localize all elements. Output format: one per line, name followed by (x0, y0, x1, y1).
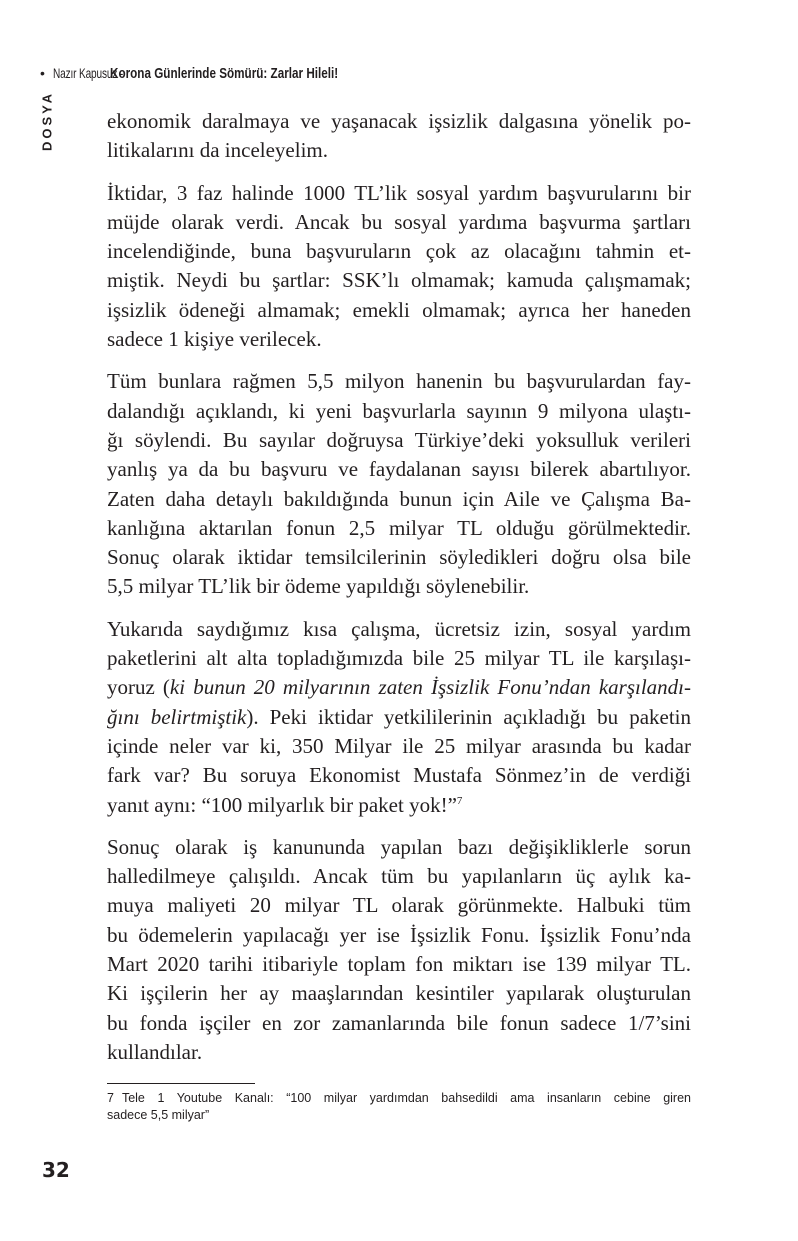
header-author: Nazır Kapusuz - (52, 65, 124, 81)
text-run: yanıt aynı: “100 milyarlık bir paket yok!” (107, 792, 457, 817)
text-line: Yukarıda saydığımız kısa çalışma, ücretsiz izin, sosyal yardım (107, 616, 691, 641)
footnote-reference[interactable]: 7 (456, 794, 463, 807)
text-line: içinde neler var ki, 350 Milyar ile 25 milyar arasında bu kadar (107, 733, 691, 758)
text-run: yoruz ( (107, 675, 170, 700)
footnote-number: 7 (107, 1091, 114, 1105)
text-line: Ki işçilerin her ay maaşlarından kesintiler yapılarak oluşturulan (107, 981, 691, 1006)
text-line: Mart 2020 tarihi itibariyle toplam fon miktarı ise 139 milyar TL. (107, 952, 691, 977)
text-line: işsizlik ödeneği almamak; emekli olmamak; ayrıca her haneden (107, 297, 691, 322)
text-line (107, 791, 691, 820)
text-line: bu ödemelerin yapılacağı yer ise İşsizlik Fonu. İşsizlik Fonu’nda (107, 922, 691, 947)
paragraph-2 (107, 179, 691, 355)
text-line: yanlış ya da bu başvuru ve faydalanan sayısı bilerek abartılıyor. (107, 457, 691, 482)
text-line: kanlığına aktarılan fonun 2,5 milyar TL olduğu görülmektedir. (107, 515, 691, 540)
text-line: fark var? Bu soruya Ekonomist Mustafa Sönmez’in de verdiği (107, 763, 691, 788)
footnote (107, 1090, 691, 1124)
text-line: ğı söylendi. Bu sayılar doğruysa Türkiye’deki yoksulluk verileri (107, 427, 691, 452)
text-line: incelendiğinde, buna başvuruların çok az olacağını tahmin et- (107, 239, 691, 264)
text-line: Sonuç olarak iktidar temsilcilerinin söyledikleri doğru olsa bile (107, 545, 691, 570)
text-line: paketlerini alt alta topladığımızda bile 25 milyar TL ile karşılaşı- (107, 646, 691, 671)
text-line (107, 703, 691, 732)
text-line: kullandılar. (107, 1039, 203, 1064)
text-line: litikalarını da inceleyelim. (107, 138, 329, 163)
text-line: müjde olarak verdi. Ancak bu sosyal yardıma başvurma şartları (107, 209, 691, 234)
text-line: miştik. Neydi bu şartlar: SSK’lı olmamak; kamuda çalışmamak; (107, 268, 691, 293)
bullet-icon: • (40, 65, 45, 81)
text-line: dalandığı açıklandı, ki yeni başvurlarla sayının 9 milyona ulaştı- (107, 398, 691, 423)
italic-text: ki bunun 20 milyarının zaten İşsizlik Fonu’ndan karşılandı- (169, 675, 691, 700)
paragraph-3 (107, 367, 691, 601)
body-text (107, 107, 691, 1080)
text-line: Tüm bunlara rağmen 5,5 milyon hanenin bu başvurulardan fay- (107, 369, 691, 394)
italic-text: ğını belirtmiştik (107, 704, 247, 729)
text-line: Sonuç olarak iş kanununda yapılan bazı değişikliklerle sorun (107, 834, 691, 859)
text-line: İktidar, 3 faz halinde 1000 TL’lik sosyal yardım başvurularını bir (107, 180, 691, 205)
text-line: Zaten daha detaylı bakıldığında bunun için Aile ve Çalışma Ba- (107, 486, 691, 511)
paragraph-4 (107, 615, 691, 820)
header-title: Korona Günlerinde Sömürü: Zarlar Hileli! (110, 64, 339, 82)
running-header (40, 62, 403, 84)
page-number: 32 (42, 1158, 70, 1182)
text-line: muya maliyeti 20 milyar TL olarak görünmekte. Halbuki tüm (107, 893, 691, 918)
footnote-line: sadece 5,5 milyar” (107, 1108, 210, 1122)
text-line: bu fonda işçiler en zor zamanlarında bile fonun sadece 1/7’sini (107, 1010, 691, 1035)
footnote-divider (107, 1083, 255, 1084)
footnote-text: Tele 1 Youtube Kanalı: “100 milyar yardımdan bahsedildi ama insanların cebine giren (121, 1091, 691, 1105)
text-line: sadece 1 kişiye verilecek. (107, 327, 322, 352)
footnote-line (107, 1090, 691, 1107)
text-line: 5,5 milyar TL’lik bir ödeme yapıldığı söylenebilir. (107, 574, 530, 599)
text-line: ekonomik daralmaya ve yaşanacak işsizlik dalgasına yönelik po- (107, 109, 691, 133)
section-side-label (36, 86, 58, 156)
text-run: ). Peki iktidar yetkililerinin açıkladığı bu paketin (246, 704, 692, 729)
paragraph-1 (107, 107, 691, 166)
side-label-text: DOSYA (39, 90, 55, 152)
paragraph-5 (107, 833, 691, 1067)
text-line: halledilmeye çalışıldı. Ancak tüm bu yapılanların üç aylık ka- (107, 864, 691, 889)
text-line (107, 673, 691, 702)
